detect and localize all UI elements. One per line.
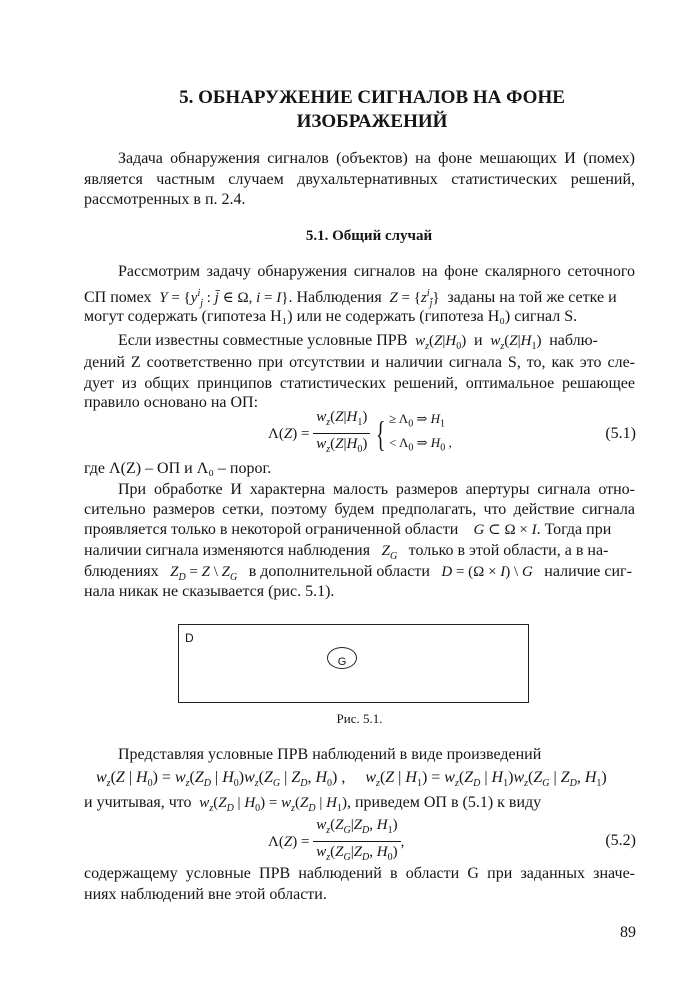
page-number: 89 — [620, 924, 636, 941]
formula-d-domain: D = (Ω × I) \ G — [441, 564, 533, 580]
para2-line-4: правило основано на ОП: — [84, 394, 259, 411]
para3-text: проявляется только в некоторой ограниченной области — [84, 521, 459, 538]
formula-zd: $Z_D = Z$ \ $Z_G$ — [170, 564, 238, 583]
para3-text: наличии сигнала изменяются наблюдения — [84, 542, 371, 559]
para1-text: заданы на той же сетке и — [447, 289, 617, 306]
equation-number-5-1: (5.1) — [605, 425, 636, 442]
chapter-title-line2: ИЗОБРАЖЕНИЙ — [296, 111, 448, 132]
para3-text: . Тогда при — [536, 521, 612, 538]
figure-5-1-frame — [178, 624, 529, 703]
para2-text: наблю- — [549, 332, 598, 349]
formula-equal-densities: $w_z(Z_D$ | $H_0) = w_z(Z_D$ | $H_1$) — [199, 795, 347, 814]
formula-zg: $Z_G$ — [381, 543, 398, 562]
para3-line-1: При обработке И характерна малость размеров апертуры сигнала отно- — [118, 481, 635, 498]
equation-5-1: Λ(Z) = $\frac{w_z(Z|H_1)}{w_z(Z|H_0)}$ { ≥ $\Lambda_0$ ⇒ $H_1$ < $\Lambda_0$ ⇒ $H_0$ , — [268, 407, 452, 460]
para5-line-1: содержащему условные ПРВ наблюдений в области G при заданных значе- — [84, 865, 635, 882]
para3-line-6: нала никак не сказывается (рис. 5.1). — [84, 583, 335, 600]
formula-y: $Y = \{y^i_j$ : j̄ ∈ Ω, i = I} — [159, 288, 289, 309]
para2-line-3: дует из общих принципов статистических решений, оптимальное решающее — [84, 375, 635, 392]
para1-text: СП помех — [84, 289, 152, 306]
equation-5-2: Λ(Z) = $\frac{w_z(Z_G|Z_D, H_1)}{w_z(Z_G|Z_D, H_0)}$ , — [268, 815, 404, 868]
figure-caption: Рис. 5.1. — [336, 711, 383, 726]
para3-text: в дополнительной области — [248, 563, 430, 580]
figure-label-d: D — [185, 631, 194, 645]
formula-wz-h1: $w_z(Z|H_1)$ — [490, 333, 546, 352]
section-title: 5.1. Общий случай — [305, 228, 433, 244]
para1-text: . Наблюдения — [288, 289, 382, 306]
para5-line-2: ниях наблюдений вне этой области. — [84, 886, 327, 903]
formula-wz-h0: $w_z(Z|H_0)$ — [415, 333, 470, 352]
para2-text: Если известны совместные условные ПРВ — [118, 332, 408, 349]
formula-g-subset: G ⊂ Ω × I — [473, 522, 537, 538]
decision-conditions: ≥ $\Lambda_0$ ⇒ $H_1$ < $\Lambda_0$ ⇒ $H_0$ , — [389, 410, 452, 454]
intro-line-3: рассмотренных в п. 2.4. — [84, 191, 246, 208]
para3-text: наличие сиг- — [544, 563, 632, 580]
equation-number-5-2: (5.2) — [605, 832, 636, 849]
equation-product-decomposition: $w_z(Z$ | $H_0) = w_z(Z_D$ | $H_0)w_z(Z_G$ | $Z_D$, $H_0$) , $w_z(Z$ | $H_1) = w_z(Z_D$ | $H_1)w_z(Z_G$ | $Z_D$, $H_1$) — [96, 769, 607, 790]
para2-text: и — [474, 332, 483, 349]
where-line: где Λ(Z) – ОП и Λ₀ – порог. — [84, 460, 272, 477]
para3-text: только в этой области, а в на- — [408, 542, 609, 559]
conditional-ratio-fraction: $\frac{w_z(Z_G|Z_D, H_1)}{w_z(Z_G|Z_D, H_0)}$ — [313, 815, 400, 868]
figure-label-g: G — [337, 656, 347, 668]
para1-line-1: Рассмотрим задачу обнаружения сигналов на фоне скалярного сеточного — [118, 263, 635, 280]
figure-region-g — [327, 647, 357, 669]
para2-line-2: дений Z соответственно при отсутствии и наличии сигнала S, то, как это сле- — [84, 354, 635, 371]
para4-line-1: Представляя условные ПРВ наблюдений в виде произведений — [118, 746, 542, 763]
intro-line-2: является частным случаем двухальтернативных статистических решений, — [84, 171, 635, 188]
para3-text: блюдениях — [84, 563, 159, 580]
para1-line-3: могут содержать (гипотеза H₁) или не содержать (гипотеза H₀) сигнал S. — [84, 308, 578, 325]
para3-line-2: сительно размеров сетки, поэтому будем предполагать, что действие сигнала — [84, 501, 635, 518]
formula-z: $Z = \{z^i_{j̄}\}$ — [389, 288, 444, 309]
intro-line-1: Задача обнаружения сигналов (объектов) на фоне мешающих И (помех) — [118, 150, 635, 167]
likelihood-ratio-fraction: $\frac{w_z(Z|H_1)}{w_z(Z|H_0)}$ — [313, 407, 370, 460]
chapter-title-line1: 5. ОБНАРУЖЕНИЕ СИГНАЛОВ НА ФОНЕ — [179, 87, 565, 108]
para3-line-3 — [84, 520, 611, 540]
para4-text: и учитывая, что — [84, 794, 192, 811]
para4-text: , приведем ОП в (5.1) к виду — [346, 794, 542, 811]
